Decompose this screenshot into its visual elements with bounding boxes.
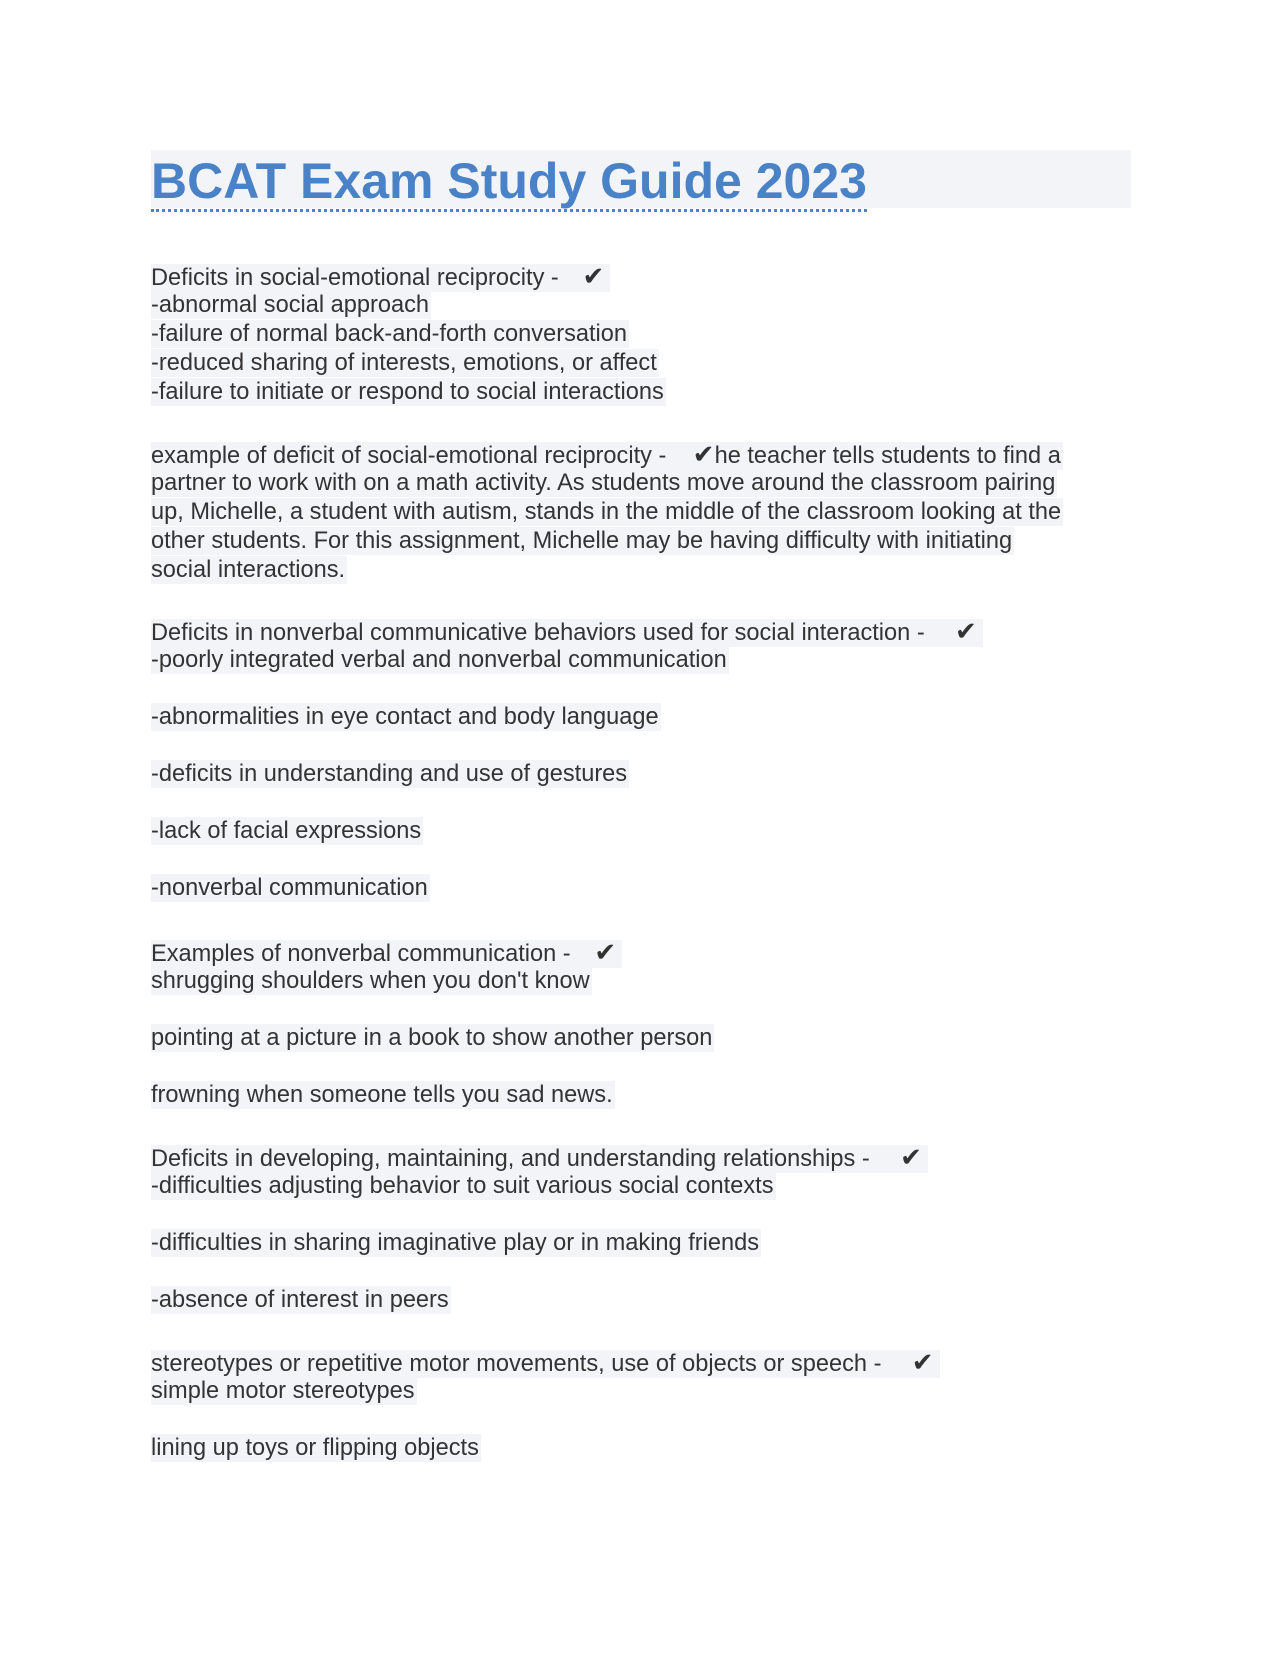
definition-line: -poorly integrated verbal and nonverbal communication: [151, 647, 727, 673]
definition-line: lining up toys or flipping objects: [151, 1435, 479, 1461]
check-mark-icon: ✔: [911, 1347, 934, 1377]
flashcard-term: Deficits in developing, maintaining, and understanding relationships - ✔: [151, 1145, 928, 1173]
definition-line: other students. For this assignment, Michelle may be having difficulty with initiating: [151, 528, 1013, 554]
flashcard-3: [151, 617, 983, 903]
definition-line: -lack of facial expressions: [151, 818, 422, 844]
definition-line: social interactions.: [151, 557, 346, 583]
flashcard-5: [151, 1143, 928, 1315]
definition-line: -difficulties adjusting behavior to suit various social contexts: [151, 1173, 774, 1199]
check-mark-icon: ✔: [594, 937, 617, 967]
definition-line: up, Michelle, a student with autism, stands in the middle of the classroom looking at the: [151, 499, 1062, 525]
definition-line: -abnormal social approach: [151, 292, 430, 318]
title-bar: [151, 150, 1131, 208]
page-title[interactable]: BCAT Exam Study Guide 2023: [151, 153, 867, 212]
definition-line: -absence of interest in peers: [151, 1287, 449, 1313]
definition-line: -failure to initiate or respond to social interactions: [151, 379, 664, 405]
definition-line: simple motor stereotypes: [151, 1378, 415, 1404]
check-mark-icon: ✔: [582, 261, 605, 291]
flashcard-6: [151, 1348, 940, 1463]
definition-line: pointing at a picture in a book to show another person: [151, 1025, 713, 1051]
flashcard-term: Examples of nonverbal communication - ✔: [151, 940, 622, 968]
document-page: [151, 150, 1131, 1461]
check-mark-icon: ✔: [692, 439, 715, 469]
flashcard-term: Deficits in social-emotional reciprocity - ✔: [151, 264, 610, 292]
check-mark-icon: ✔: [955, 616, 977, 646]
flashcard-1: [151, 262, 666, 407]
definition-line: -failure of normal back-and-forth conversation: [151, 321, 628, 347]
check-mark-icon: ✔: [900, 1142, 922, 1172]
definition-line: -nonverbal communication: [151, 875, 428, 901]
definition-line: partner to work with on a math activity. As students move around the classroom pairing: [151, 470, 1056, 496]
flashcard-4: [151, 938, 714, 1110]
definition-line: -difficulties in sharing imaginative play or in making friends: [151, 1230, 760, 1256]
definition-line: -deficits in understanding and use of gestures: [151, 761, 628, 787]
flashcard-term: stereotypes or repetitive motor movements, use of objects or speech - ✔: [151, 1350, 940, 1378]
definition-line: frowning when someone tells you sad news.: [151, 1082, 613, 1108]
definition-line: shrugging shoulders when you don't know: [151, 968, 590, 994]
flashcard-2: [151, 440, 1063, 585]
flashcard-term: Deficits in nonverbal communicative behaviors used for social interaction - ✔: [151, 619, 983, 647]
definition-line: -reduced sharing of interests, emotions, or affect: [151, 350, 657, 376]
flashcard-term: example of deficit of social-emotional reciprocity - ✔he teacher tells students to find a: [151, 439, 1061, 469]
definition-line: -abnormalities in eye contact and body language: [151, 704, 659, 730]
